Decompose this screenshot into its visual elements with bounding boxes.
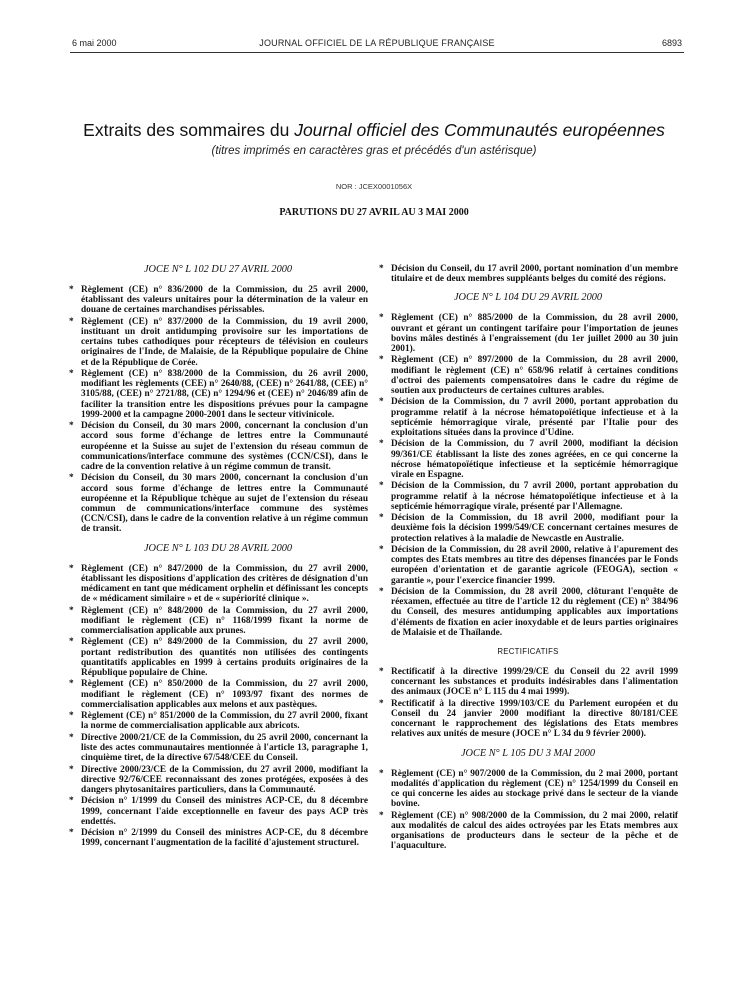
entry-text: Décision de la Commission, du 7 avril 2000, modifiant la décision 99/361/CE établissant la liste des zones agréées, en ce qui concerne la nécrose hématopoïétique infectieuse et la septicémie hémorragique virale en Espagne. [391, 439, 678, 481]
entry-text: Règlement (CE) n° 850/2000 de la Commission, du 27 avril 2000, modifiant le règlement (CE) n° 1093/97 fixant des normes de commercialisation applicables aux melons et aux pastèques. [81, 679, 368, 710]
entry-text: Règlement (CE) n° 885/2000 de la Commission, du 28 avril 2000, ouvrant et gérant un contingent tarifaire pour l'importation de jeunes bovins mâles destinés à l'engraissement (du 1er juillet 2000 au 30 juin 2001). [391, 313, 678, 355]
summary-entry [378, 264, 678, 284]
entry-text: Règlement (CE) n° 907/2000 de la Commission, du 2 mai 2000, portant modalités d'application du règlement (CE) n° 1254/1999 du Conseil en ce qui concerne les aides au stockage privé dans le secteur de la viande bovine. [391, 768, 678, 810]
asterisk-marker: * [379, 667, 384, 678]
summary-entry [378, 769, 678, 810]
asterisk-marker: * [69, 563, 74, 574]
summary-entry [378, 587, 678, 638]
entry-text: Directive 2000/23/CE de la Commission, du 27 avril 2000, modifiant la directive 92/76/CEE reconnaissant des zones protégées, exposées à des dangers phytosanitaires particuliers, dans la Communauté. [81, 764, 368, 796]
asterisk-marker: * [379, 698, 384, 709]
asterisk-marker: * [69, 421, 74, 432]
asterisk-marker: * [69, 605, 74, 616]
asterisk-marker: * [69, 679, 74, 690]
entry-text: Décision de la Commission, du 7 avril 2000, portant approbation du programme relatif à la nécrose hématopoïétique infectieuse et à la septicémie hémorragique virale, présenté par l'Italie pour des exploitations situées dans la province d'Udine. [391, 397, 678, 439]
asterisk-marker: * [69, 316, 74, 327]
page-title [40, 120, 708, 141]
asterisk-marker: * [69, 796, 74, 807]
asterisk-marker: * [379, 768, 384, 779]
entry-text: Directive 2000/21/CE de la Commission, du 25 avril 2000, concernant la liste des actes communautaires mentionnée à l'article 13, paragraphe 1, cinquième tiret, de la directive 67/548/CEE du Conseil. [81, 732, 368, 764]
summary-entry [68, 711, 368, 731]
parutions-heading: PARUTIONS DU 27 AVRIL AU 3 MAI 2000 [279, 207, 469, 218]
entry-text: Décision de la Commission, du 28 avril 2000, relative à l'apurement des comptes des Etats membres au titre des dépenses financées par le Fonds européen d'orientation et de garantie agricole (FEOGA), section « garantie », pour l'exercice financier 1999. [391, 545, 678, 586]
entry-text: Décision de la Commission, du 18 avril 2000, modifiant pour la deuxième fois la décision 1999/549/CE concernant certaines mesures de protection relatives à la maladie de Newcastle en Australie. [391, 513, 678, 544]
summary-entry [68, 369, 368, 420]
asterisk-marker: * [379, 439, 384, 450]
summary-entry [68, 606, 368, 637]
header-rule [70, 52, 684, 53]
summary-entry [68, 421, 368, 472]
summary-entry [68, 317, 368, 368]
entry-text: Règlement (CE) n° 908/2000 de la Commission, du 2 mai 2000, relatif aux modalités de calcul des aides octroyées par les Etats membres aux organisations de producteurs dans le secteur de la pêche et de l'aquaculture. [391, 810, 678, 852]
section-heading: RECTIFICATIFS [497, 647, 559, 657]
running-header [72, 38, 682, 52]
header-journal-name: JOURNAL OFFICIEL DE LA RÉPUBLIQUE FRANÇAISE [259, 38, 495, 48]
entry-text: Règlement (CE) n° 847/2000 de la Commission, du 27 avril 2000, établissant les dispositions d'application des critères de désignation d'un médicament en tant que médicament orphelin et définissant les concepts de « médicament similaire » et de « supériorité clinique ». [81, 563, 368, 605]
summary-entry [378, 481, 678, 512]
summary-entry [378, 355, 678, 396]
entry-text: Règlement (CE) n° 851/2000 de la Commission, du 27 avril 2000, fixant la norme de commercialisation applicable aux abricots. [81, 711, 368, 732]
asterisk-marker: * [69, 369, 74, 379]
summary-entry [68, 473, 368, 534]
entry-text: Décision n° 2/1999 du Conseil des ministres ACP-CE, du 8 décembre 1999, concernant l'augmentation de la facilité d'ajustement structurel. [81, 828, 368, 849]
header-page-number: 6893 [661, 38, 682, 48]
entry-text: Décision n° 1/1999 du Conseil des ministres ACP-CE, du 8 décembre 1999, concernant l'aide exceptionnelle en faveur des pays ACP très endettés. [81, 796, 368, 827]
summary-entry [378, 811, 678, 852]
asterisk-marker: * [379, 264, 384, 274]
entry-text: Rectificatif à la directive 1999/29/CE du Conseil du 22 avril 1999 concernant les substances et produits indésirables dans l'alimentation des animaux (JOCE n° L 115 du 4 mai 1999). [391, 667, 678, 698]
asterisk-marker: * [379, 397, 384, 408]
summary-entry [378, 397, 678, 438]
asterisk-marker: * [69, 473, 74, 484]
section-heading: JOCE N° L 103 DU 28 AVRIL 2000 [143, 542, 293, 554]
summary-entry [68, 679, 368, 710]
summary-entry [68, 564, 368, 605]
entry-text: Décision du Conseil, du 30 mars 2000, concernant la conclusion d'un accord sous forme d'échange de lettres entre la Communauté européenne et la Suisse au sujet de l'extension du réseau commun de communications/interface commune des systèmes (CCN/CSI), dans le cadre de la convention relative à un régime commun de transit. [81, 421, 368, 473]
entry-text: Rectificatif à la directive 1999/103/CE du Parlement européen et du Conseil du 24 janvier 2000 modifiant la directive 80/181/CEE concernant le rapprochement des législations des Etats membres relatives aux unités de mesure (JOCE n° L 34 du 9 février 2000). [391, 698, 678, 740]
entry-text: Règlement (CE) n° 848/2000 de la Commission, du 27 avril 2000, modifiant le règlement (CE) n° 1168/1999 fixant la norme de commercialisation applicable aux prunes. [81, 605, 368, 637]
entry-text: Règlement (CE) n° 836/2000 de la Commission, du 25 avril 2000, établissant des valeurs unitaires pour la détermination de la valeur en douane de certaines marchandises périssables. [81, 285, 368, 316]
asterisk-marker: * [379, 513, 384, 524]
summary-entry [378, 513, 678, 544]
entry-text: Règlement (CE) n° 849/2000 de la Commission, du 27 avril 2000, portant redistribution des quantités non utilisées des contingents quantitatifs applicables en 1999 à certains produits originaires de la République populaire de Chine. [81, 637, 368, 679]
summary-entry [68, 285, 368, 316]
asterisk-marker: * [69, 764, 74, 775]
asterisk-marker: * [379, 313, 384, 324]
entry-text: Décision du Conseil, du 17 avril 2000, portant nomination d'un membre titulaire et de deux membres suppléants belges du comité des régions. [391, 264, 678, 285]
section-heading: JOCE N° L 102 DU 27 AVRIL 2000 [143, 264, 293, 275]
entry-text: Règlement (CE) n° 838/2000 de la Commission, du 26 avril 2000, modifiant les règlements (CEE) n° 2640/88, (CEE) n° 2641/88, (CEE) n° 3105/88, (CEE) n° 2721/88, (CE) n° 1294/96 et (CEE) n° 2046/89 afin de faciliter la transition entre les dispositions prévues pour la campagne 1999-2000 et la campagne 2000-2001 dans le secteur vitivinicole. [81, 369, 368, 420]
asterisk-marker: * [379, 545, 384, 555]
header-date: 6 mai 2000 [72, 38, 117, 48]
summary-entry [378, 313, 678, 354]
summary-entry [68, 796, 368, 827]
entry-text: Décision de la Commission, du 7 avril 2000, portant approbation du programme relatif à la nécrose hématopoïétique infectieuse et à la septicémie hémorragique virale, présenté par l'Allemagne. [391, 481, 678, 512]
left-column [68, 264, 368, 850]
summary-entry [68, 765, 368, 796]
asterisk-marker: * [379, 810, 384, 821]
asterisk-marker: * [69, 637, 74, 648]
summary-entry [378, 667, 678, 698]
title-part1: Extraits des sommaires du [83, 120, 295, 140]
summary-entry [68, 828, 368, 848]
asterisk-marker: * [379, 355, 384, 366]
asterisk-marker: * [69, 828, 74, 839]
entry-text: Règlement (CE) n° 837/2000 de la Commission, du 19 avril 2000, instituant un droit antidumping provisoire sur les importations de certains tubes cathodiques pour récepteurs de télévision en couleurs originaires de l'Inde, de Malaisie, de la République populaire de Chine et de la République de Corée. [81, 316, 368, 368]
summary-entry [378, 699, 678, 740]
summary-entry [378, 545, 678, 586]
asterisk-marker: * [69, 711, 74, 722]
asterisk-marker: * [69, 285, 74, 295]
right-column [378, 264, 678, 853]
title-journal-italic: Journal officiel des Communautés européennes [294, 120, 665, 140]
page-subtitle: (titres imprimés en caractères gras et précédés d'un astérisque) [211, 145, 537, 157]
asterisk-marker: * [69, 732, 74, 743]
entry-text: Décision de la Commission, du 28 avril 2000, clôturant l'enquête de réexamen, effectuée au titre de l'article 12 du règlement (CE) n° 384/96 du Conseil, des mesures antidumping applicables aux importations d'éléments de fixation en acier inoxydable et de leurs parties originaires de Malaisie et de Thaïlande. [391, 587, 678, 638]
entry-text: Règlement (CE) n° 897/2000 de la Commission, du 28 avril 2000, modifiant le règlement (CE) n° 658/96 relatif à certaines conditions d'octroi des paiements compensatoires dans le cadre du régime de soutien aux producteurs de certaines cultures arables. [391, 355, 678, 397]
summary-entry [68, 733, 368, 764]
asterisk-marker: * [379, 481, 384, 492]
section-heading: JOCE N° L 104 DU 29 AVRIL 2000 [453, 292, 603, 304]
asterisk-marker: * [379, 587, 384, 597]
summary-entry [378, 439, 678, 480]
summary-entry [68, 637, 368, 678]
nor-reference: NOR : JCEX0001056X [335, 182, 413, 191]
entry-text: Décision du Conseil, du 30 mars 2000, concernant la conclusion d'un accord sous forme d'échange de lettres entre la Communauté européenne et la République tchèque au sujet de l'extension du réseau commun de communications/interface commune des systèmes (CCN/CSI), dans le cadre de la convention relative à un régime commun de transit. [81, 473, 368, 535]
section-heading: JOCE N° L 105 DU 3 MAI 2000 [460, 747, 596, 759]
